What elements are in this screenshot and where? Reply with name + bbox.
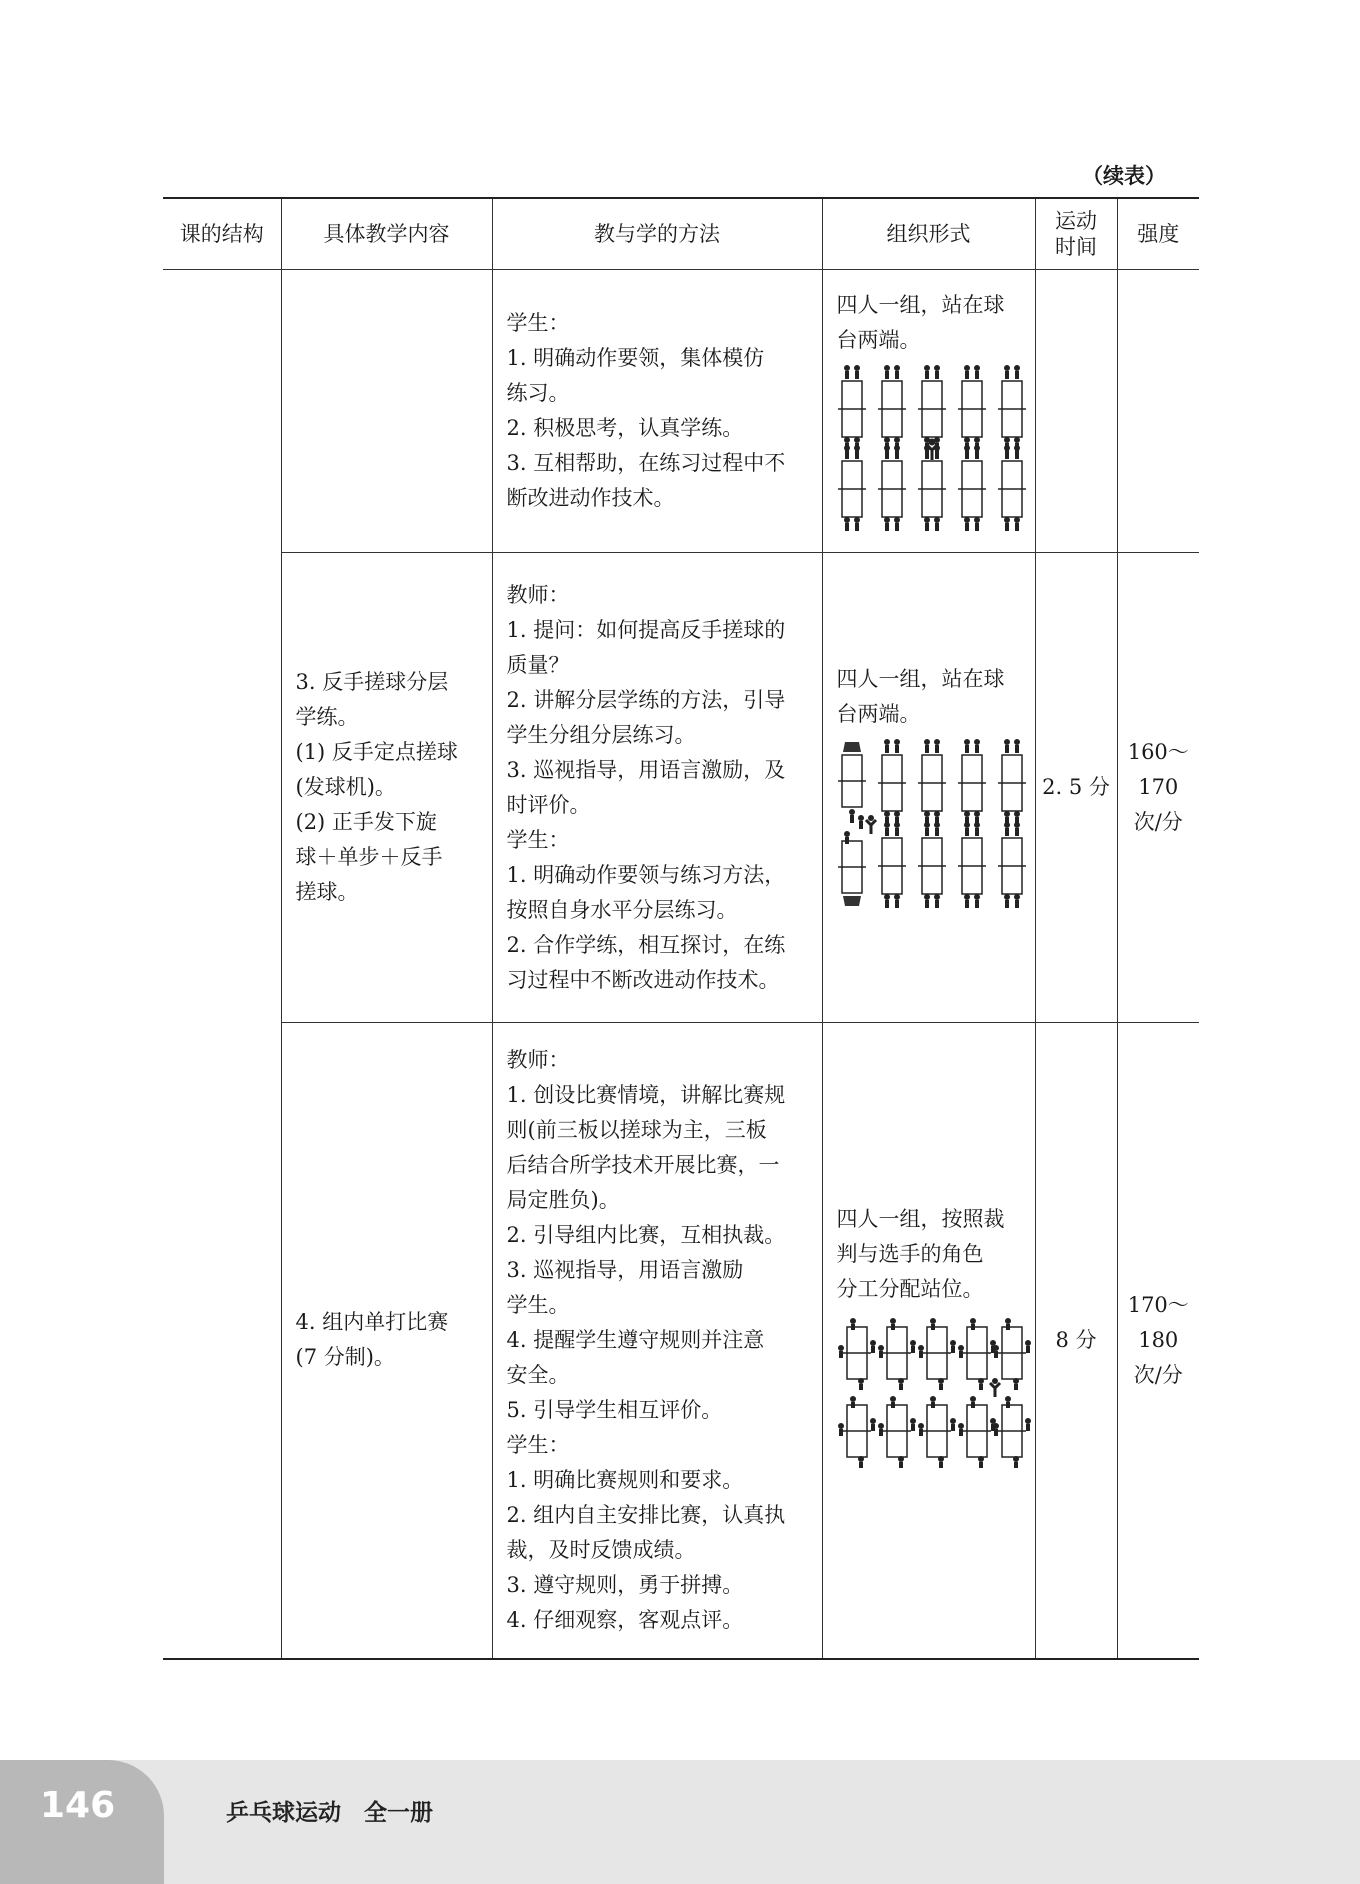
org-line: 台两端。 [836,328,921,352]
content-line: 球＋单步＋反手 [295,845,443,869]
organization-cell [822,553,1035,1023]
method-line: 学生。 [506,1292,570,1317]
method-line: 1. 明确比赛规则和要求。 [506,1467,744,1492]
content-line: 4. 组内单打比赛 [295,1310,449,1335]
method-line: 断改进动作技术。 [506,486,675,510]
header-duration [1035,198,1117,270]
intensity-line: 次/分 [1133,810,1183,834]
teacher-icon [990,1378,1000,1397]
method-line: 1. 提问：如何提高反手搓球的 [506,617,786,642]
method-line: 学生： [506,1432,570,1457]
content-line: 3. 反手搓球分层 [295,670,449,694]
intensity-line: 180 [1138,1327,1179,1352]
method-line: 安全。 [506,1362,570,1387]
method-cell [492,270,822,553]
org-line: 分工分配站位。 [836,1277,984,1302]
intensity-cell [1117,270,1199,553]
header-intensity: 强度 [1117,198,1199,270]
method-line: 2. 引导组内比赛，互相执裁。 [506,1222,786,1247]
header-structure: 课的结构 [163,198,281,270]
org-line: 判与选手的角色 [836,1242,984,1267]
footer-bar [0,1760,1360,1884]
page-number: 146 [40,1785,116,1826]
method-cell [492,1023,822,1659]
method-line: 2. 组内自主安排比赛，认真执 [506,1502,786,1527]
duration-cell: 2. 5 分 [1035,553,1117,1023]
duration-cell: 8 分 [1035,1023,1117,1659]
method-line: 时评价。 [506,792,591,817]
content-line: 学练。 [295,705,359,729]
intensity-line: 160～ [1127,740,1189,764]
layered-practice-diagram [837,738,1032,913]
lesson-plan-table [163,197,1199,1660]
method-line: 教师： [506,582,570,607]
content-line: (7 分制)。 [295,1345,395,1370]
method-line: 学生： [506,827,570,852]
match-station-diagram [837,1313,1032,1478]
method-line: 1. 明确动作要领，集体模仿 [506,346,765,370]
content-cell [281,553,492,1023]
method-line: 3. 巡视指导，用语言激励，及 [506,757,786,782]
organization-cell [822,1023,1035,1659]
method-line: 后结合所学技术开展比赛，一 [506,1152,780,1177]
table-row [163,1023,1199,1659]
content-line: (发球机)。 [295,775,396,799]
continued-label: （续表） [1082,164,1166,188]
ball-machine-table [838,831,866,906]
duration-cell [1035,270,1117,553]
teacher-icon [858,815,876,834]
intensity-line: 170 [1138,775,1179,799]
content-line: (2) 正手发下旋 [295,810,437,834]
organization-cell [822,270,1035,553]
method-line: 练习。 [506,381,570,405]
ball-machine-table [838,742,866,823]
header-content: 具体教学内容 [281,198,492,270]
method-line: 3. 巡视指导，用语言激励 [506,1257,744,1282]
structure-cell [163,270,281,1659]
intensity-cell [1117,553,1199,1023]
method-line: 3. 遵守规则，勇于拼搏。 [506,1572,744,1597]
method-line: 1. 明确动作要领与练习方法， [506,862,786,887]
method-line: 局定胜负)。 [506,1187,620,1212]
intensity-line: 次/分 [1133,1362,1183,1387]
table-row [163,553,1199,1023]
org-line: 四人一组，按照裁 [836,1207,1005,1232]
header-method: 教与学的方法 [492,198,822,270]
table-header-row [163,198,1199,270]
content-cell [281,1023,492,1659]
method-line: 则(前三板以搓球为主，三板 [506,1117,767,1142]
method-line: 按照自身水平分层练习。 [506,897,738,922]
method-line: 质量？ [506,652,570,677]
content-cell [281,270,492,553]
method-line: 教师： [506,1047,570,1072]
method-line: 2. 讲解分层学练的方法，引导 [506,687,786,712]
method-line: 学生： [506,311,570,335]
intensity-line: 170～ [1127,1292,1189,1317]
method-line: 学生分组分层练习。 [506,722,696,747]
org-line: 台两端。 [836,702,921,726]
table-formation-diagram [837,364,1032,534]
method-line: 2. 合作学练，相互探讨，在练 [506,932,786,957]
method-line: 2. 积极思考，认真学练。 [506,416,744,440]
intensity-cell [1117,1023,1199,1659]
content-line: (1) 反手定点搓球 [295,740,458,764]
method-line: 4. 仔细观察，客观点评。 [506,1607,744,1632]
method-line: 裁，及时反馈成绩。 [506,1537,696,1562]
header-organization: 组织形式 [822,198,1035,270]
method-line: 3. 互相帮助，在练习过程中不 [506,451,786,475]
header-duration-line1: 运动 [1055,208,1097,233]
content-line: 搓球。 [295,880,359,904]
method-line: 1. 创设比赛情境，讲解比赛规 [506,1082,786,1107]
org-line: 四人一组，站在球 [836,293,1005,317]
method-line: 习过程中不断改进动作技术。 [506,967,780,992]
method-line: 4. 提醒学生遵守规则并注意 [506,1327,765,1352]
table-row [163,270,1199,553]
book-title: 乒乓球运动 全一册 [226,1800,433,1826]
org-line: 四人一组，站在球 [836,667,1005,691]
header-duration-line2: 时间 [1055,235,1097,259]
method-line: 5. 引导学生相互评价。 [506,1397,723,1422]
method-cell [492,553,822,1023]
